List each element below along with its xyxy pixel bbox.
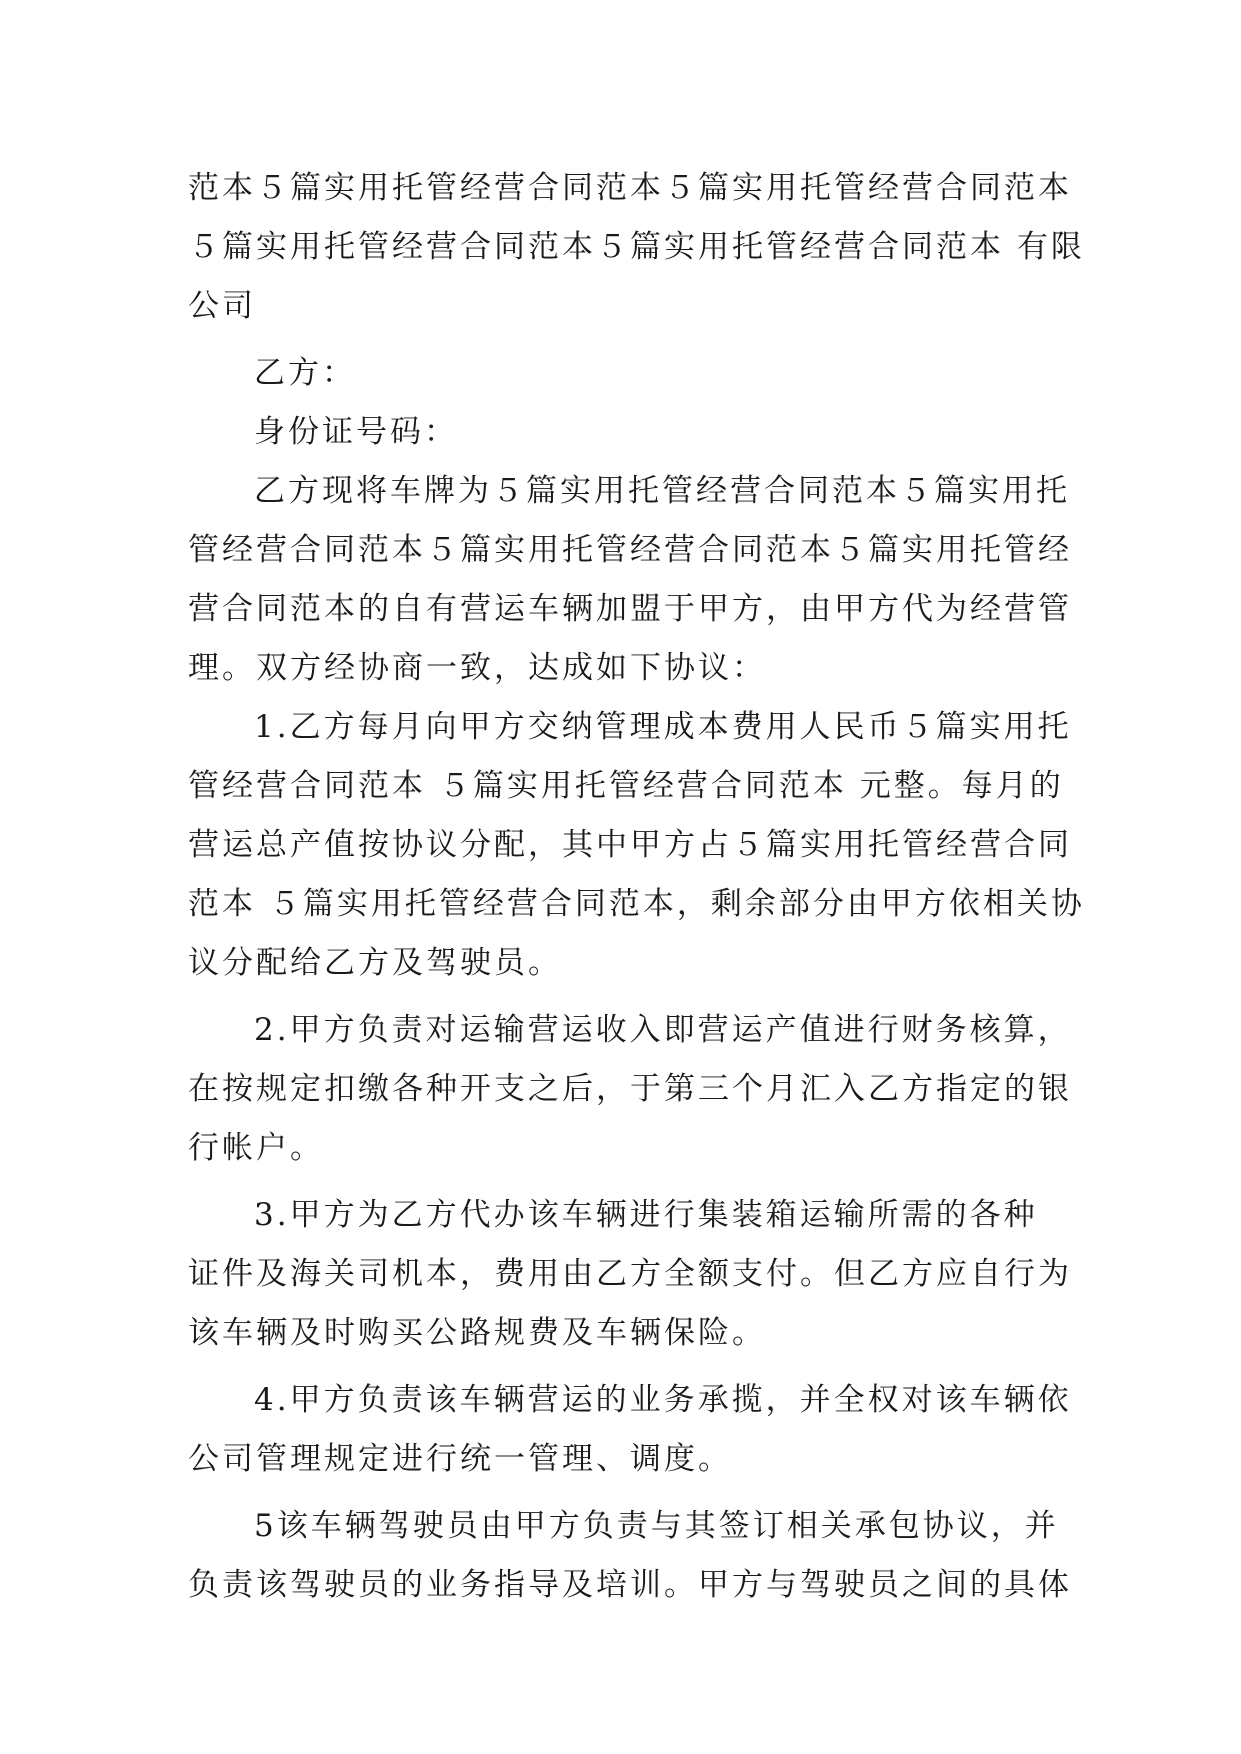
text-line: 乙方现将车牌为５篇实用托管经营合同范本５篇实用托 <box>254 473 1070 509</box>
clause-1 <box>188 698 1085 993</box>
text-line: 公司管理规定进行统一管理、调度。 <box>188 1441 732 1477</box>
text-line: 5该车辆驾驶员由甲方负责与其签订相关承包协议，并 <box>254 1508 1059 1544</box>
text-line: 乙方： <box>254 355 356 391</box>
text-line: 管经营合同范本５篇实用托管经营合同范本５篇实用托管经 <box>188 532 1072 568</box>
text-line: 营运总产值按协议分配，其中甲方占５篇实用托管经营合同 <box>188 827 1072 863</box>
text-line: 证件及海关司机本，费用由乙方全额支付。但乙方应自行为 <box>188 1256 1072 1292</box>
text-line: 行帐户。 <box>188 1130 324 1166</box>
text-line: 2.甲方负责对运输营运收入即营运产值进行财务核算， <box>254 1012 1072 1048</box>
text-line: 身份证号码： <box>254 414 458 450</box>
clause-5 <box>188 1497 1072 1615</box>
text-line: 公司 <box>188 288 256 324</box>
text-line: 议分配给乙方及驾驶员。 <box>188 945 562 981</box>
text-line: 3.甲方为乙方代办该车辆进行集装箱运输所需的各种 <box>254 1197 1038 1233</box>
text-line: 范本５篇实用托管经营合同范本５篇实用托管经营合同范本 <box>188 170 1072 206</box>
text-line: 在按规定扣缴各种开支之后，于第三个月汇入乙方指定的银 <box>188 1071 1072 1107</box>
party-b-label <box>188 344 1058 403</box>
paragraph-preamble <box>188 462 1072 698</box>
clause-3 <box>188 1186 1072 1363</box>
text-line: 范本 ５篇实用托管经营合同范本，剩余部分由甲方依相关协 <box>188 886 1085 922</box>
text-line: 1.乙方每月向甲方交纳管理成本费用人民币５篇实用托 <box>254 709 1072 745</box>
text-line: 4.甲方负责该车辆营运的业务承揽，并全权对该车辆依 <box>254 1382 1072 1418</box>
text-line: 理。双方经协商一致，达成如下协议： <box>188 650 766 686</box>
id-number-label <box>188 403 1058 462</box>
text-line: 负责该驾驶员的业务指导及培训。甲方与驾驶员之间的具体 <box>188 1567 1072 1603</box>
paragraph-header-fragment <box>188 159 1085 336</box>
clause-4 <box>188 1371 1072 1489</box>
contract-body <box>188 159 1085 1615</box>
text-line: 该车辆及时购买公路规费及车辆保险。 <box>188 1315 766 1351</box>
text-line: ５篇实用托管经营合同范本５篇实用托管经营合同范本 有限 <box>188 229 1085 265</box>
text-line: 管经营合同范本 ５篇实用托管经营合同范本 元整。每月的 <box>188 768 1064 804</box>
text-line: 营合同范本的自有营运车辆加盟于甲方，由甲方代为经营管 <box>188 591 1072 627</box>
clause-2 <box>188 1001 1072 1178</box>
